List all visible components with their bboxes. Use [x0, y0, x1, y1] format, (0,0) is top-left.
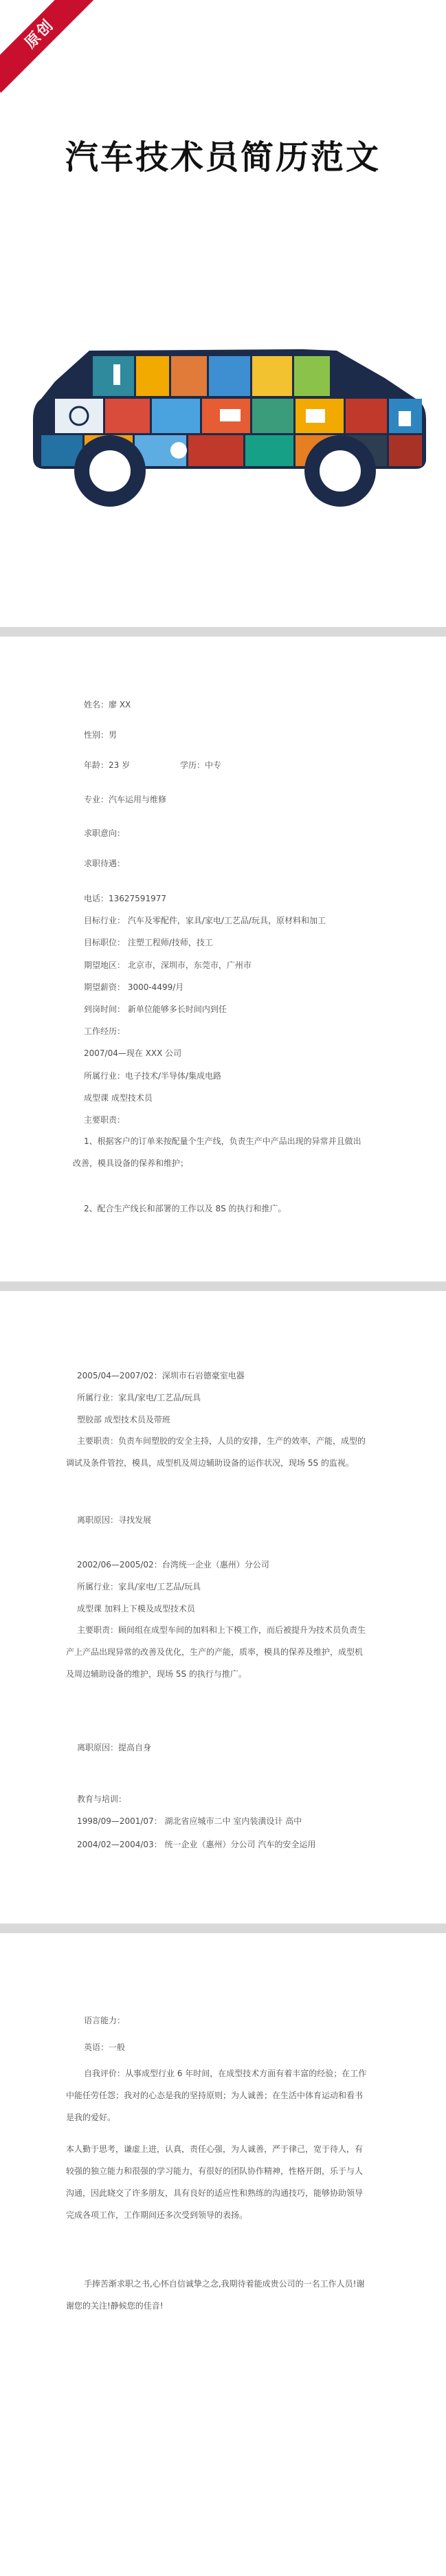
salary-expect-field: 求职待遇： [84, 859, 126, 868]
education-entry-2: 2004/02—2004/03： 统一企业（惠州）分公司 汽车的安全运用 [77, 1840, 316, 1849]
target-area-field: 期望地区： 北京市，深圳市，东莞市，广州市 [84, 960, 252, 970]
job1-duty-1: 1、根据客户的订单来按配量个生产线，负责生产中产品出现的异常并且做出改善，模具设备的保养和维护； [73, 1136, 361, 1168]
gender-field: 性别：男 [84, 730, 118, 740]
job1-duty-2: 2、配合生产线长和部署的工作以及 8S 的执行和推广。 [84, 1204, 287, 1213]
name-field: 姓名：廖 XX [84, 700, 131, 709]
self-evaluation-2: 本人勤于思考，谦虚上进，认真，责任心强，为人诚善，严于律己，宽于待人，有较强的独立能力和很强的学习能力，有很好的团队协作精神，性格开朗，乐于与人沟通，因此晓交了许多朋友，具有良好的适应性和熟练的沟通技巧，能够协助领导完成各项工作，工作期间还多次受到领导的表扬。 [66, 2144, 364, 2220]
self-evaluation-1: 自我评价：从事成型行业 6 年时间，在成型技术方面有着丰富的经验；在工作中能任劳任怨；我对的心态是我的坚持原则；为人诚善；在生活中体育运动和看书是我的爱好。 [66, 2069, 367, 2122]
page-separator [0, 627, 446, 637]
job1-industry: 所属行业：电子技术/半导体/集成电路 [84, 1071, 222, 1081]
work-experience-heading: 工作经历： [84, 1026, 126, 1036]
age-field: 年龄：23 岁 [84, 760, 131, 770]
original-badge-label: 原创 [0, 0, 96, 93]
target-position-field: 目标职位： 注塑工程师/技师，技工 [84, 938, 213, 947]
job3-period: 2002/06—2005/02：台湾统一企业（惠州）分公司 [77, 1560, 269, 1570]
language-heading: 语言能力： [84, 2016, 126, 2025]
job-intention-field: 求职意向： [84, 828, 126, 838]
document-title: 汽车技术员简历范文 [65, 138, 381, 177]
job1-duty-heading: 主要职责： [84, 1115, 126, 1125]
car-puzzle-illustration [14, 323, 433, 516]
target-industry-field: 目标行业： 汽车及零配件，家具/家电/工艺品/玩具，原材料和加工 [84, 916, 326, 925]
education-field: 学历：中专 [180, 760, 222, 770]
job3-duty: 主要职责：顾间组在成型车间的加料和上下模工作，而后被提升为技术员负责生产上产品出现异常的改善及优化，生产的产能，质率，模具的保养及维护，成型机及周边辅助设备的维护，现场 5S 的执行与推广。 [66, 1625, 366, 1679]
arrival-time-field: 到岗时间： 新单位能够多长时间内到任 [84, 1004, 227, 1014]
job1-period: 2007/04—现在 XXX 公司 [84, 1048, 182, 1058]
target-pay-field: 期望薪资： 3000-4499/月 [84, 982, 184, 992]
job2-industry: 所属行业：家具/家电/工艺品/玩具 [77, 1393, 201, 1402]
language-english: 英语：一般 [84, 2043, 126, 2052]
job3-leave-reason: 离职原因：提高自身 [77, 1743, 152, 1752]
job2-leave-reason: 离职原因：寻找发展 [77, 1515, 152, 1525]
job2-department: 塑胶部 成型技术员及带班 [77, 1415, 170, 1424]
job2-duty: 主要职责：负责车间塑胶的安全主持，人员的安排，生产的效率，产能，成型的调试及条件管控，模具，成型机及周边辅助设备的运作状况，现场 5S 的监视。 [66, 1436, 366, 1468]
education-entry-1: 1998/09—2001/07： 湖北省应城市二中 室内装潢设计 高中 [77, 1816, 302, 1826]
education-heading: 教育与培训： [77, 1794, 127, 1804]
self-evaluation-3: 手捧苦渐求职之书,心怀自信诚挚之念,我期待着能成贵公司的一名工作人员!谢谢您的关注!静候您的佳音! [66, 2279, 365, 2311]
page-separator [0, 1924, 446, 1933]
page-separator [0, 1281, 446, 1291]
job1-department: 成型课 成型技术员 [84, 1093, 153, 1103]
major-field: 专业：汽车运用与维修 [84, 795, 167, 804]
original-badge [0, 0, 96, 96]
phone-field: 电话：13627591977 [84, 894, 166, 903]
job2-period: 2005/04—2007/02：深圳市石岩德豪室电器 [77, 1371, 245, 1380]
job3-department: 成型课 加料上下模及成型技术员 [77, 1604, 195, 1614]
job3-industry: 所属行业：家具/家电/工艺品/玩具 [77, 1582, 201, 1592]
